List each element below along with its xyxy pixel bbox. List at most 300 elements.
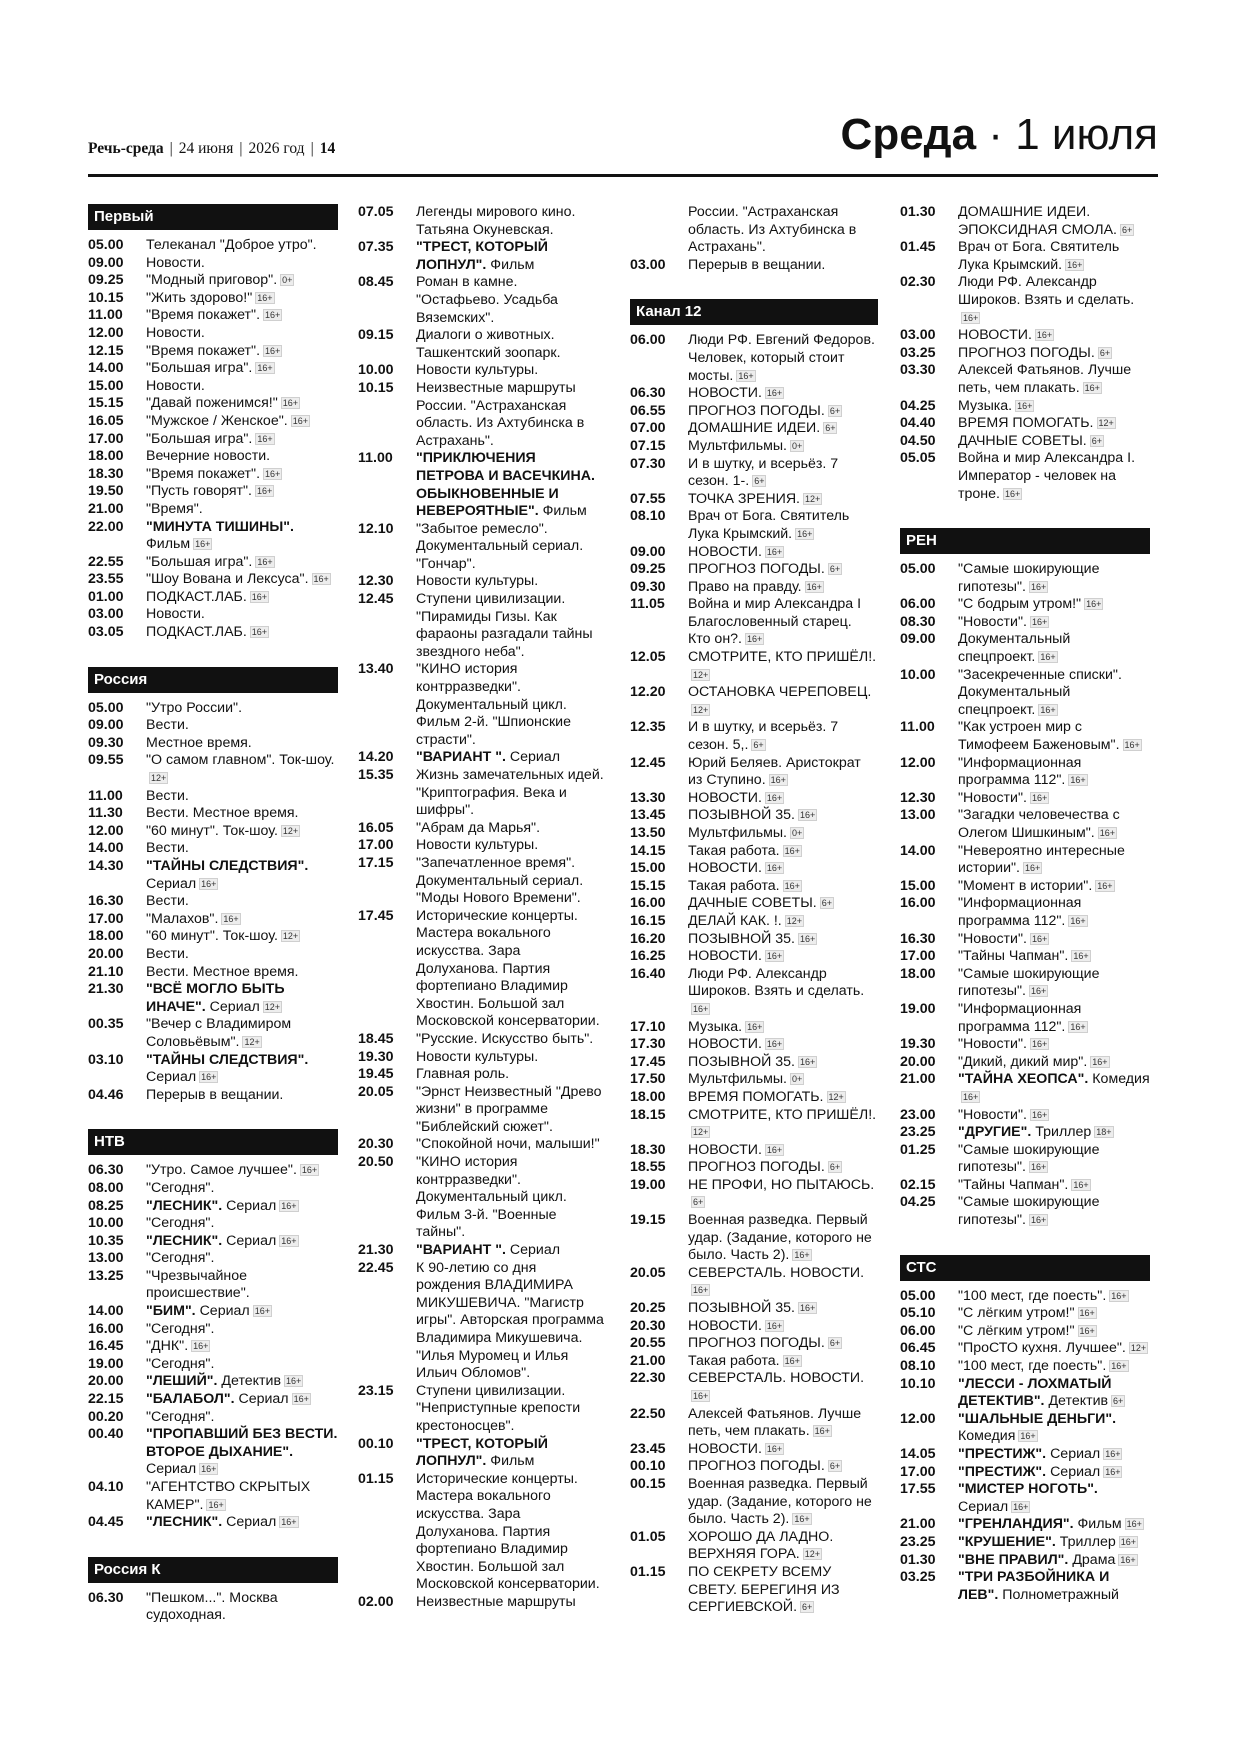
program-time: 06.30 xyxy=(88,1589,124,1606)
program-title xyxy=(146,571,338,589)
program-genre: Фильм xyxy=(490,1453,535,1470)
program-time: 01.45 xyxy=(900,239,936,256)
program-title xyxy=(146,624,338,642)
program-name: ПОЗЫВНОЙ 35. xyxy=(688,1053,795,1070)
program-title xyxy=(958,631,1150,666)
age-rating-badge: 16+ xyxy=(1040,704,1056,715)
program-name: НОВОСТИ. xyxy=(688,1440,762,1457)
program-time: 18.45 xyxy=(358,1030,394,1047)
program-row xyxy=(88,788,338,806)
program-row xyxy=(88,290,338,308)
program-time: 19.15 xyxy=(630,1212,666,1229)
program-name: "ЛЕСНИК". xyxy=(146,1232,223,1249)
program-name: Ступени цивилизации. "Пирамиды Гизы. Как фараоны разгадали тайны звездного неба". xyxy=(416,591,593,660)
program-title xyxy=(958,274,1150,327)
program-row xyxy=(900,398,1150,416)
program-genre: Сериал xyxy=(509,749,561,766)
program-title xyxy=(416,1436,604,1471)
program-row xyxy=(630,684,878,719)
age-rating-badge: 16+ xyxy=(195,539,211,550)
program-name: "Время покажет". xyxy=(146,342,261,359)
program-name: "Тайны Чапман". xyxy=(958,948,1069,965)
program-time: 05.05 xyxy=(900,450,936,467)
program-time: 12.20 xyxy=(630,684,666,701)
program-name: Телеканал "Доброе утро". xyxy=(146,237,317,253)
program-title xyxy=(146,325,338,343)
age-rating-badge: 12+ xyxy=(693,1127,709,1138)
program-title xyxy=(146,1180,338,1198)
program-name: "ВНЕ ПРАВИЛ". xyxy=(958,1551,1069,1568)
program-name: "Большая игра". xyxy=(146,553,253,570)
program-row xyxy=(88,823,338,841)
program-row xyxy=(900,1288,1150,1306)
program-time: 00.35 xyxy=(88,1016,124,1033)
program-row xyxy=(900,345,1150,363)
program-name: Вести. xyxy=(146,787,189,804)
program-row xyxy=(88,413,338,431)
program-name: Вести. xyxy=(146,945,189,962)
program-name: "Новости". xyxy=(958,930,1027,947)
program-title xyxy=(958,667,1150,720)
program-name: "С лёгким утром!" xyxy=(958,1305,1075,1322)
program-row xyxy=(88,928,338,946)
program-time: 04.10 xyxy=(88,1479,124,1495)
program-title xyxy=(146,928,338,946)
program-name: "ПРИКЛЮЧЕНИЯ ПЕТРОВА И ВАСЕЧКИНА. ОБЫКНОВЕННЫЕ И НЕВЕРОЯТНЫЕ". xyxy=(416,450,595,520)
program-genre: Сериал xyxy=(509,1242,561,1259)
program-time: 15.00 xyxy=(630,860,666,877)
program-name: ДАЧНЫЕ СОВЕТЫ. xyxy=(958,432,1087,449)
program-time: 10.00 xyxy=(358,362,394,379)
age-rating-badge: 12+ xyxy=(1098,418,1114,429)
program-title xyxy=(416,327,604,362)
program-name: Такая работа. xyxy=(688,877,780,894)
age-rating-badge: 16+ xyxy=(963,312,979,323)
program-row xyxy=(630,420,878,438)
program-name: К 90-летию со дня рождения ВЛАДИМИРА МИКУШЕВИЧА. "Магистр игры". Авторская программа Владимира Микушевича. "Илья Муромец и Илья Ильич Обломов". xyxy=(416,1259,604,1382)
program-title xyxy=(416,1242,604,1260)
program-title xyxy=(958,948,1150,966)
channel-header: Россия К xyxy=(88,1557,338,1583)
program-row xyxy=(88,1590,338,1625)
program-name: СМОТРИТЕ, КТО ПРИШЁЛ!. xyxy=(688,1106,877,1123)
program-name: "ЛЕССИ - ЛОХМАТЫЙ ДЕТЕКТИВ". xyxy=(958,1375,1112,1410)
program-time: 10.00 xyxy=(88,1215,124,1232)
program-title xyxy=(146,1409,338,1427)
program-time: 09.30 xyxy=(630,578,666,595)
age-rating-badge: 16+ xyxy=(1126,1519,1142,1530)
age-rating-badge: 16+ xyxy=(784,880,800,891)
program-title xyxy=(146,1087,338,1105)
program-time: 15.15 xyxy=(88,395,124,412)
program-name: Люди РФ. Александр Широков. Взять и сделать. xyxy=(688,965,865,1000)
program-genre: Комедия xyxy=(958,1428,1016,1445)
program-time: 06.00 xyxy=(900,1322,936,1339)
age-rating-badge: 16+ xyxy=(693,1391,709,1401)
age-rating-badge: 12+ xyxy=(151,773,167,784)
program-title xyxy=(416,591,604,661)
program-title xyxy=(958,1288,1150,1306)
program-name: "Самые шокирующие гипотезы". xyxy=(958,1141,1100,1176)
age-rating-badge: 16+ xyxy=(251,627,268,638)
program-name: Новости культуры. xyxy=(416,1048,539,1065)
program-row xyxy=(630,948,878,966)
program-name: "С бодрым утром!" xyxy=(958,596,1082,613)
program-title xyxy=(958,415,1150,433)
program-name: НОВОСТИ. xyxy=(688,543,762,560)
program-time: 10.15 xyxy=(358,379,394,396)
program-time: 16.15 xyxy=(630,912,666,929)
program-time: 14.00 xyxy=(88,1303,124,1320)
program-name: И в шутку, и всерьёз. 7 сезон. 1-. xyxy=(688,455,839,490)
program-name: Такая работа. xyxy=(688,1352,780,1369)
program-name: "Абрам да Марья". xyxy=(416,819,541,836)
program-genre: Сериал xyxy=(238,1391,289,1408)
program-row xyxy=(900,1001,1150,1036)
program-title xyxy=(416,204,604,239)
program-name: НОВОСТИ. xyxy=(688,1036,762,1053)
program-title xyxy=(146,501,338,519)
program-name: Жизнь замечательных идей. "Криптография. Века и шифры". xyxy=(416,767,604,819)
program-row xyxy=(358,1084,604,1137)
program-row xyxy=(88,1356,338,1374)
program-row xyxy=(88,448,338,466)
program-name: ПРОГНОЗ ПОГОДЫ. xyxy=(688,1458,825,1475)
program-time: 23.15 xyxy=(358,1382,394,1399)
issue-date: 24 июня xyxy=(178,140,234,157)
program-row xyxy=(900,1107,1150,1125)
program-time: 03.25 xyxy=(900,1569,936,1586)
program-name: ОСТАНОВКА ЧЕРЕПОВЕЦ. xyxy=(688,684,872,701)
program-title xyxy=(958,204,1150,239)
age-rating-badge: 16+ xyxy=(251,591,268,602)
program-title xyxy=(146,788,338,806)
program-row xyxy=(900,274,1150,327)
age-rating-badge: 16+ xyxy=(799,1303,816,1314)
channel-header: СТС xyxy=(900,1255,1150,1281)
program-time: 12.00 xyxy=(88,324,124,341)
program-title xyxy=(958,719,1150,754)
program-name: ПРОГНОЗ ПОГОДЫ. xyxy=(958,344,1095,361)
program-title xyxy=(688,684,878,719)
age-rating-badge: 12+ xyxy=(786,915,803,926)
program-name: Главная роль. xyxy=(416,1066,510,1083)
program-time: 12.30 xyxy=(358,573,394,590)
program-row xyxy=(88,1215,338,1233)
program-row xyxy=(900,1552,1150,1570)
program-row xyxy=(358,450,604,520)
age-rating-badge: 16+ xyxy=(313,574,329,585)
program-row xyxy=(630,719,878,754)
program-time: 17.55 xyxy=(900,1481,936,1498)
program-name: "Эрнст Неизвестный "Древо жизни" в программе "Библейский сюжет". xyxy=(416,1083,602,1135)
program-title xyxy=(958,1036,1150,1054)
age-rating-badge: 12+ xyxy=(282,931,299,942)
program-time: 14.30 xyxy=(88,858,124,874)
program-name: СМОТРИТЕ, КТО ПРИШЁЛ!. xyxy=(688,649,877,666)
program-time: 17.00 xyxy=(900,1463,936,1480)
program-row xyxy=(630,878,878,896)
program-title xyxy=(146,1338,338,1356)
program-title xyxy=(146,378,338,396)
program-name: "Спокойной ночи, малыши!" xyxy=(416,1136,600,1153)
age-rating-badge: 16+ xyxy=(1120,1554,1136,1565)
program-name: "Чрезвычайное происшествие". xyxy=(146,1267,250,1302)
program-row xyxy=(900,1534,1150,1552)
age-rating-badge: 16+ xyxy=(766,546,783,557)
program-name: Новости. xyxy=(146,606,205,623)
program-title xyxy=(958,1054,1150,1072)
program-title xyxy=(688,1335,878,1353)
program-title xyxy=(416,1594,604,1612)
program-row xyxy=(900,631,1150,666)
program-title xyxy=(146,1052,338,1087)
age-rating-badge: 12+ xyxy=(1130,1343,1147,1354)
program-time: 04.50 xyxy=(900,432,936,449)
program-title xyxy=(416,521,604,574)
program-title xyxy=(146,1016,338,1051)
program-name: Алексей Фатьянов. Лучше петь, чем плакать. xyxy=(958,362,1132,396)
program-title xyxy=(958,1305,1150,1323)
program-name: ТОЧКА ЗРЕНИЯ. xyxy=(688,490,801,507)
program-row xyxy=(630,966,878,1019)
channel-header: РЕН xyxy=(900,528,1150,554)
age-rating-badge: 16+ xyxy=(766,1144,783,1155)
program-time: 04.45 xyxy=(88,1514,124,1531)
program-row xyxy=(630,332,878,385)
program-time: 23.00 xyxy=(900,1106,936,1123)
program-time: 14.05 xyxy=(900,1446,936,1462)
program-title xyxy=(146,893,338,911)
program-name: Местное время. xyxy=(146,734,252,751)
program-title xyxy=(146,360,338,378)
program-time: 18.30 xyxy=(630,1141,666,1158)
program-name: Вести. xyxy=(146,893,189,910)
program-name: "ТРЕСТ, КОТОРЫЙ ЛОПНУЛ". xyxy=(416,239,548,273)
program-time: 21.00 xyxy=(88,500,124,517)
program-title xyxy=(416,1154,604,1242)
program-genre: Драма xyxy=(1072,1551,1116,1568)
program-time: 07.55 xyxy=(630,490,666,507)
program-title xyxy=(958,1142,1150,1177)
program-title xyxy=(958,1071,1150,1106)
program-title xyxy=(146,717,338,735)
age-rating-badge: 16+ xyxy=(1070,775,1086,786)
age-rating-badge: 16+ xyxy=(1030,1162,1047,1173)
age-rating-badge: 18+ xyxy=(1096,1127,1112,1138)
program-row xyxy=(88,624,338,642)
program-name: "Утро. Самое лучшее". xyxy=(146,1162,297,1179)
age-rating-badge: 6+ xyxy=(829,1461,841,1472)
program-time: 17.45 xyxy=(630,1053,666,1070)
program-title xyxy=(688,508,878,543)
program-row xyxy=(900,362,1150,397)
program-title xyxy=(688,860,878,878)
program-name: Документальный спецпроект. xyxy=(958,631,1071,666)
program-title xyxy=(688,1265,878,1300)
program-name: ПО СЕКРЕТУ ВСЕМУ СВЕТУ. БЕРЕГИНЯ ИЗ СЕРГИЕВСКОЙ. xyxy=(688,1563,840,1616)
program-time: 05.00 xyxy=(900,1287,936,1304)
program-name: "АГЕНТСТВО СКРЫТЫХ КАМЕР". xyxy=(146,1479,311,1513)
program-name: "О самом главном". Ток-шоу. xyxy=(146,752,335,769)
program-name: ВРЕМЯ ПОМОГАТЬ. xyxy=(958,415,1094,432)
program-title xyxy=(958,1107,1150,1125)
day-date: 1 июля xyxy=(1015,110,1158,159)
program-title xyxy=(688,1089,878,1107)
program-title xyxy=(958,327,1150,345)
program-title xyxy=(416,239,604,274)
program-time: 03.10 xyxy=(88,1051,124,1068)
program-row xyxy=(630,825,878,843)
program-genre: Фильм xyxy=(1077,1516,1122,1533)
program-name: "ШАЛЬНЫЕ ДЕНЬГИ". xyxy=(958,1410,1117,1427)
program-name: Вести. Местное время. xyxy=(146,805,299,822)
age-rating-badge: 16+ xyxy=(766,951,783,962)
program-row xyxy=(88,431,338,449)
age-rating-badge: 16+ xyxy=(1086,599,1102,610)
age-rating-badge: 6+ xyxy=(1091,435,1102,446)
channel-header: Россия xyxy=(88,667,338,693)
program-row xyxy=(900,1194,1150,1229)
program-title xyxy=(146,1303,338,1321)
program-name: Право на правду. xyxy=(688,578,802,595)
program-name: "МИНУТА ТИШИНЫ". xyxy=(146,518,294,535)
program-time: 09.30 xyxy=(88,734,124,751)
age-rating-badge: 12+ xyxy=(805,493,821,504)
program-time: 01.15 xyxy=(630,1563,666,1580)
program-row xyxy=(630,843,878,861)
channel-header: Первый xyxy=(88,204,338,230)
age-rating-badge: 6+ xyxy=(1121,224,1133,235)
program-title xyxy=(688,544,878,562)
program-row xyxy=(900,1054,1150,1072)
program-name: "Момент в истории". xyxy=(958,877,1093,894)
program-time: 00.20 xyxy=(88,1408,124,1425)
program-title xyxy=(146,606,338,624)
program-time: 19.30 xyxy=(900,1036,936,1053)
program-row xyxy=(358,1066,604,1084)
age-rating-badge: 16+ xyxy=(747,634,763,645)
program-name: Мультфильмы. xyxy=(688,437,787,454)
program-time: 17.10 xyxy=(630,1018,666,1035)
program-name: "Тайны Чапман". xyxy=(958,1176,1069,1193)
age-rating-badge: 16+ xyxy=(1120,1536,1137,1547)
program-name: Новости культуры. xyxy=(416,837,539,854)
age-rating-badge: 16+ xyxy=(257,556,273,567)
program-time: 06.00 xyxy=(630,332,666,349)
age-rating-badge: 16+ xyxy=(766,792,783,803)
age-rating-badge: 16+ xyxy=(1105,1466,1121,1477)
program-title xyxy=(688,1300,878,1318)
program-name: НОВОСТИ. xyxy=(688,1317,762,1334)
program-row xyxy=(630,1370,878,1405)
program-name: НОВОСТИ. xyxy=(688,948,762,965)
program-title xyxy=(958,895,1150,930)
program-row xyxy=(88,237,338,255)
program-genre: Сериал xyxy=(1050,1463,1101,1480)
program-row xyxy=(358,908,604,1031)
program-time: 04.46 xyxy=(88,1086,124,1103)
program-row xyxy=(88,805,338,823)
program-time: 18.30 xyxy=(88,465,124,482)
program-genre: Фильм xyxy=(490,256,535,273)
program-row xyxy=(88,1016,338,1051)
program-row xyxy=(900,1516,1150,1534)
program-title xyxy=(146,307,338,325)
program-genre: Сериал xyxy=(209,998,260,1015)
age-rating-badge: 16+ xyxy=(201,878,217,889)
program-title xyxy=(146,1391,338,1409)
issue-year: 2026 год xyxy=(248,140,305,157)
age-rating-badge: 16+ xyxy=(1105,1449,1121,1459)
program-time: 19.00 xyxy=(88,1355,124,1372)
program-title xyxy=(958,398,1150,416)
program-name: Ступени цивилизации. "Неприступные крепости крестоносцев". xyxy=(416,1382,581,1434)
program-name: Музыка. xyxy=(688,1018,743,1035)
program-row xyxy=(88,717,338,735)
program-row xyxy=(88,1409,338,1427)
age-rating-badge: 16+ xyxy=(766,1320,783,1331)
age-rating-badge: 16+ xyxy=(1097,880,1113,891)
program-name: "Новости". xyxy=(958,789,1027,806)
program-name: "ВАРИАНТ ". xyxy=(416,1242,506,1259)
program-row xyxy=(900,1177,1150,1195)
program-name: "Большая игра". xyxy=(146,430,253,447)
age-rating-badge: 16+ xyxy=(1073,951,1089,962)
program-time: 20.00 xyxy=(900,1053,936,1070)
newspaper-name: Речь-среда xyxy=(88,140,164,157)
program-row xyxy=(358,274,604,327)
program-name: ХОРОШО ДА ЛАДНО. ВЕРХНЯЯ ГОРА. xyxy=(688,1528,834,1563)
program-time: 20.00 xyxy=(88,1373,124,1390)
program-time: 03.00 xyxy=(900,327,936,344)
program-name: Такая работа. xyxy=(688,842,780,859)
program-title xyxy=(958,1516,1150,1534)
age-rating-badge: 16+ xyxy=(1024,863,1041,874)
program-title xyxy=(688,257,878,275)
program-time: 12.30 xyxy=(900,789,936,806)
age-rating-badge: 16+ xyxy=(257,363,273,374)
program-time: 08.10 xyxy=(630,508,666,525)
program-row xyxy=(630,1335,878,1353)
program-title xyxy=(146,272,338,290)
program-time xyxy=(630,204,688,257)
program-time: 00.40 xyxy=(88,1426,124,1443)
program-title xyxy=(146,237,338,255)
program-time: 19.45 xyxy=(358,1066,394,1083)
program-row xyxy=(900,327,1150,345)
program-row xyxy=(900,1358,1150,1376)
program-name: Новости культуры. xyxy=(416,362,539,379)
age-rating-badge: 16+ xyxy=(1111,1290,1127,1301)
program-row xyxy=(900,1481,1150,1516)
program-name: "Время покажет". xyxy=(146,307,261,324)
program-row xyxy=(88,1373,338,1391)
program-title xyxy=(688,1212,878,1265)
age-rating-badge: 12+ xyxy=(693,669,709,680)
program-time: 12.45 xyxy=(630,754,666,771)
program-title xyxy=(416,1084,604,1137)
program-time: 11.05 xyxy=(630,596,665,613)
program-time: 02.15 xyxy=(900,1176,936,1193)
program-name: Юрий Беляев. Аристократ из Ступино. xyxy=(688,754,861,789)
program-title xyxy=(688,843,878,861)
program-time: 17.00 xyxy=(358,837,394,854)
program-title xyxy=(688,1107,878,1142)
program-row xyxy=(88,589,338,607)
program-row xyxy=(630,1212,878,1265)
program-name: "ДРУГИЕ". xyxy=(958,1124,1032,1141)
